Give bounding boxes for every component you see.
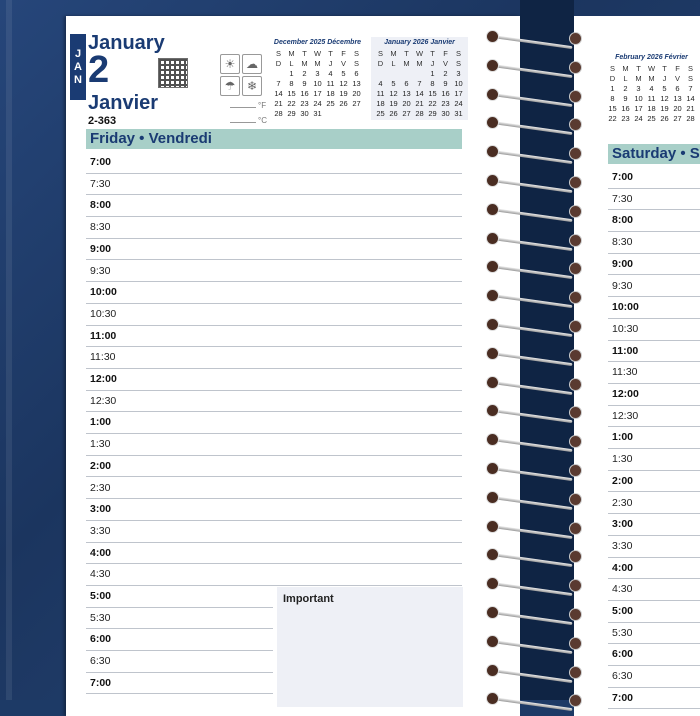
mini-calendar-cell: [387, 68, 400, 78]
mini-calendar-cell: V: [442, 58, 448, 68]
mini-calendar-cell: 24: [454, 98, 463, 108]
mini-calendar-cell: 26: [660, 113, 669, 123]
sun-icon: ☀: [220, 54, 240, 74]
time-label: 12:30: [90, 394, 117, 407]
mini-calendar-cell: 8: [430, 78, 435, 88]
celsius-field: [230, 116, 267, 125]
mini-calendar-cell: 20: [673, 103, 682, 113]
time-label: 4:00: [90, 546, 112, 559]
mini-calendar-cell: 12: [389, 88, 398, 98]
time-label: 2:30: [90, 481, 111, 494]
spiral-ring: [486, 404, 582, 418]
spiral-ring: [486, 548, 582, 562]
time-slot[interactable]: [608, 623, 700, 645]
mini-calendar-cell: T: [328, 48, 333, 58]
mini-calendar-cell: 3: [456, 68, 461, 78]
time-label: 3:30: [90, 524, 111, 537]
mini-calendar-cell: T: [636, 63, 641, 73]
time-slot[interactable]: [608, 601, 700, 623]
mini-calendar-cell: 23: [621, 113, 630, 123]
time-label: 2:00: [90, 459, 112, 472]
month-tab-letter: J: [74, 47, 82, 60]
time-slot[interactable]: [86, 456, 462, 478]
qr-code: [158, 58, 188, 88]
important-box[interactable]: [277, 587, 463, 707]
time-slot[interactable]: [608, 427, 700, 449]
time-slot[interactable]: [86, 608, 273, 630]
time-slot[interactable]: [86, 391, 462, 413]
mini-calendar-cell: [400, 68, 413, 78]
time-slot[interactable]: [86, 434, 462, 456]
mini-calendar-cell: 28: [686, 113, 695, 123]
time-label: 3:00: [612, 518, 634, 531]
time-slot[interactable]: [86, 564, 462, 586]
time-label: 7:00: [612, 691, 634, 704]
mini-calendar-cell: V: [674, 73, 680, 83]
time-slot[interactable]: [86, 586, 273, 608]
mini-calendar-cell: 13: [402, 88, 411, 98]
mini-calendar-cell: 15: [608, 103, 617, 113]
mini-calendar-cell: 29: [428, 108, 437, 118]
mini-calendar-cell: T: [302, 48, 307, 58]
mini-calendar-cell: 25: [376, 108, 385, 118]
mini-calendar-cell: S: [455, 48, 461, 58]
time-slot[interactable]: [608, 471, 700, 493]
time-slot[interactable]: [608, 514, 700, 536]
cloud-icon: ☁: [242, 54, 262, 74]
day-count: 2-363: [88, 115, 117, 127]
time-slot[interactable]: [86, 651, 273, 673]
mini-calendar-title: December 2025 Décembre: [273, 39, 362, 46]
time-slot[interactable]: [608, 341, 700, 363]
snow-icon: ❄: [242, 76, 262, 96]
mini-calendar-cell: 22: [428, 98, 437, 108]
spiral-ring: [486, 462, 582, 476]
mini-calendar-cell: T: [430, 48, 435, 58]
spiral-ring: [486, 635, 582, 649]
mini-calendar-cell: 7: [688, 83, 693, 93]
mini-calendar-cell: 31: [454, 108, 463, 118]
mini-calendar-cell: J: [328, 58, 333, 68]
mini-calendar-cell: 23: [300, 98, 309, 108]
time-label: 7:00: [90, 156, 112, 168]
spiral-ring: [486, 577, 582, 591]
spiral-ring: [486, 289, 582, 303]
time-label: 7:30: [612, 192, 633, 205]
mini-calendar-cell: 15: [428, 88, 437, 98]
time-slot[interactable]: [86, 152, 462, 174]
time-label: 1:00: [90, 416, 112, 429]
mini-calendar-cell: 18: [326, 88, 335, 98]
mini-calendar-cell: 25: [326, 98, 335, 108]
spiral-ring: [486, 664, 582, 678]
time-slot[interactable]: [86, 673, 273, 695]
time-slot[interactable]: [608, 558, 700, 580]
time-slot[interactable]: [86, 326, 462, 348]
time-label: 6:00: [612, 648, 634, 661]
time-slot[interactable]: [86, 195, 462, 217]
mini-calendar-cell: 28: [415, 108, 424, 118]
mini-calendar-cell: 9: [623, 93, 628, 103]
time-label: 5:00: [90, 590, 112, 602]
time-label: 1:00: [612, 431, 634, 444]
time-slot[interactable]: [608, 276, 700, 298]
mini-calendar-cell: 21: [274, 98, 283, 108]
time-label: 10:30: [90, 307, 117, 320]
time-slot[interactable]: [608, 644, 700, 666]
mini-calendar-cell: 5: [341, 68, 346, 78]
time-label: 5:30: [90, 611, 111, 624]
mini-calendar-cell: T: [662, 63, 667, 73]
mini-calendar-cell: [324, 108, 337, 118]
mini-calendar-cell: 18: [647, 103, 656, 113]
mini-calendar-cell: 28: [274, 108, 283, 118]
time-slot[interactable]: [608, 189, 700, 211]
mini-calendar-cell: 17: [634, 103, 643, 113]
time-slot[interactable]: [86, 239, 462, 261]
mini-calendar-cell: [272, 68, 285, 78]
time-slot[interactable]: [608, 232, 700, 254]
time-slot[interactable]: [86, 217, 462, 239]
mini-calendar-cell: 8: [289, 78, 294, 88]
time-slot[interactable]: [608, 210, 700, 232]
time-label: 10:00: [612, 301, 639, 314]
time-label: 1:30: [90, 438, 111, 451]
mini-calendar-cell: S: [377, 48, 383, 58]
mini-calendar-cell: 12: [339, 78, 348, 88]
time-slot[interactable]: [86, 369, 462, 391]
spiral-ring: [486, 318, 582, 332]
spiral-ring: [486, 692, 582, 706]
mini-calendar-cell: 27: [673, 113, 682, 123]
time-label: 6:30: [612, 670, 633, 683]
celsius-label: °C: [258, 116, 267, 125]
spiral-ring: [486, 347, 582, 361]
mini-calendar-cell: 21: [686, 103, 695, 113]
mini-calendar-cell: 4: [378, 78, 383, 88]
right-day-header: Saturday • S: [608, 144, 700, 164]
time-label: 12:00: [612, 388, 639, 400]
important-label: Important: [283, 593, 334, 605]
mini-calendar-cell: W: [313, 48, 322, 58]
time-label: 3:00: [90, 503, 112, 516]
mini-calendar-cell: F: [341, 48, 346, 58]
mini-calendar-cell: F: [443, 48, 448, 58]
mini-calendar-cell: 10: [454, 78, 463, 88]
mini-calendar-cell: 17: [454, 88, 463, 98]
mini-calendar-cell: 9: [302, 78, 307, 88]
mini-calendar-december: [272, 39, 363, 118]
mini-calendar-cell: 7: [417, 78, 422, 88]
time-label: 1:30: [612, 453, 633, 466]
fahrenheit-field: [230, 101, 266, 110]
month-tab: [70, 34, 86, 100]
cover-edge: [6, 0, 12, 700]
spiral-ring: [486, 203, 582, 217]
month-english: January: [88, 32, 165, 54]
mini-calendar-cell: 1: [610, 83, 615, 93]
time-label: 5:30: [612, 626, 633, 639]
time-slot[interactable]: [608, 688, 700, 710]
time-label: 8:30: [612, 236, 633, 249]
mini-calendar-cell: 20: [402, 98, 411, 108]
mini-calendar-cell: 14: [415, 88, 424, 98]
time-slot[interactable]: [86, 629, 273, 651]
mini-calendar-cell: 10: [634, 93, 643, 103]
mini-calendar-cell: M: [416, 58, 423, 68]
mini-calendar-cell: D: [275, 58, 282, 68]
time-label: 11:30: [612, 366, 638, 379]
spiral-ring: [486, 376, 582, 390]
mini-calendar-cell: S: [687, 63, 693, 73]
mini-calendar-cell: M: [314, 58, 321, 68]
mini-calendar-cell: 20: [352, 88, 361, 98]
time-slot[interactable]: [608, 254, 700, 276]
mini-calendar-title: February 2026 Février: [615, 54, 688, 61]
mini-calendar-cell: 29: [287, 108, 296, 118]
time-slot[interactable]: [608, 536, 700, 558]
mini-calendar-cell: 16: [441, 88, 450, 98]
mini-calendar-cell: 5: [662, 83, 667, 93]
mini-calendar-cell: 1: [289, 68, 294, 78]
mini-calendar-cell: 15: [287, 88, 296, 98]
mini-calendar-cell: 11: [647, 93, 656, 103]
mini-calendar-cell: W: [415, 48, 424, 58]
mini-calendar-cell: 3: [636, 83, 641, 93]
time-label: 10:00: [90, 286, 117, 299]
mini-calendar-cell: S: [275, 48, 281, 58]
mini-calendar-cell: 19: [339, 88, 348, 98]
time-slot[interactable]: [86, 499, 462, 521]
time-slot[interactable]: [86, 282, 462, 304]
time-slot[interactable]: [608, 362, 700, 384]
mini-calendar-cell: M: [390, 48, 397, 58]
time-label: 5:00: [612, 605, 634, 617]
time-label: 6:30: [90, 655, 111, 668]
mini-calendar-cell: F: [675, 63, 680, 73]
spiral-ring: [486, 491, 582, 505]
time-label: 11:30: [90, 351, 116, 364]
mini-calendar-cell: [350, 108, 363, 118]
mini-calendar-cell: 12: [660, 93, 669, 103]
time-slot[interactable]: [86, 412, 462, 434]
mini-calendar-cell: 11: [326, 78, 335, 88]
mini-calendar-cell: T: [404, 48, 409, 58]
time-label: 8:00: [612, 214, 634, 227]
mini-calendar-cell: S: [353, 58, 359, 68]
mini-calendar-february: [606, 54, 697, 123]
mini-calendar-cell: S: [353, 48, 359, 58]
time-slot[interactable]: [86, 543, 462, 565]
mini-calendar-cell: 3: [315, 68, 320, 78]
mini-calendar-cell: [337, 108, 350, 118]
mini-calendar-cell: D: [377, 58, 384, 68]
time-label: 7:00: [90, 676, 112, 689]
time-label: 11:00: [612, 344, 639, 357]
mini-calendar-cell: 24: [313, 98, 322, 108]
mini-calendar-cell: M: [301, 58, 308, 68]
spiral-ring: [486, 232, 582, 246]
mini-calendar-cell: 21: [415, 98, 424, 108]
time-label: 8:00: [90, 199, 112, 212]
mini-calendar-cell: 8: [610, 93, 615, 103]
time-label: 2:00: [612, 474, 634, 487]
time-slot[interactable]: [86, 478, 462, 500]
mini-calendar-cell: M: [648, 73, 655, 83]
mini-calendar-cell: 22: [608, 113, 617, 123]
mini-calendar-cell: 24: [634, 113, 643, 123]
mini-calendar-cell: 11: [376, 88, 385, 98]
mini-calendar-cell: 13: [352, 78, 361, 88]
time-label: 9:00: [90, 242, 112, 255]
time-label: 7:30: [90, 177, 111, 190]
mini-calendar-cell: 2: [623, 83, 628, 93]
time-label: 11:00: [90, 329, 117, 342]
mini-calendar-january: [371, 37, 468, 120]
time-label: 10:30: [612, 322, 639, 335]
mini-calendar-cell: 17: [313, 88, 322, 98]
time-label: 2:30: [612, 496, 633, 509]
mini-calendar-cell: 6: [354, 68, 359, 78]
time-label: 4:00: [612, 561, 634, 574]
mini-calendar-cell: 18: [376, 98, 385, 108]
spiral-ring: [486, 30, 582, 44]
mini-calendar-cell: [374, 68, 387, 78]
fahrenheit-label: °F: [258, 101, 267, 110]
time-slot[interactable]: [608, 579, 700, 601]
mini-calendar-cell: L: [289, 58, 294, 68]
mini-calendar-cell: 26: [389, 108, 398, 118]
mini-calendar-cell: 30: [441, 108, 450, 118]
mini-calendar-cell: 2: [443, 68, 448, 78]
time-slot[interactable]: [608, 167, 700, 189]
time-label: 9:30: [612, 279, 633, 292]
time-slot[interactable]: [608, 384, 700, 406]
storm-icon: ☂: [220, 76, 240, 96]
month-tab-letter: N: [74, 73, 82, 86]
spiral-ring: [486, 145, 582, 159]
day-number: 2: [88, 49, 110, 91]
time-slot[interactable]: [86, 174, 462, 196]
mini-calendar-cell: S: [687, 73, 693, 83]
mini-calendar-cell: 7: [276, 78, 281, 88]
spiral-ring: [486, 260, 582, 274]
mini-calendar-cell: 4: [649, 83, 654, 93]
spiral-ring: [486, 433, 582, 447]
mini-calendar-cell: 19: [389, 98, 398, 108]
mini-calendar-cell: 31: [313, 108, 322, 118]
spiral-ring: [486, 606, 582, 620]
time-slot[interactable]: [86, 347, 462, 369]
mini-calendar-cell: 16: [300, 88, 309, 98]
mini-calendar-cell: D: [609, 73, 616, 83]
time-slot[interactable]: [608, 449, 700, 471]
mini-calendar-cell: 23: [441, 98, 450, 108]
time-label: 7:00: [612, 171, 634, 183]
mini-calendar-cell: W: [647, 63, 656, 73]
spiral-ring: [486, 59, 582, 73]
mini-calendar-cell: 4: [328, 68, 333, 78]
time-label: 3:30: [612, 539, 633, 552]
mini-calendar-cell: 22: [287, 98, 296, 108]
time-label: 9:00: [612, 257, 634, 270]
mini-calendar-cell: 30: [300, 108, 309, 118]
mini-calendar-cell: 19: [660, 103, 669, 113]
time-label: 4:30: [612, 583, 633, 596]
mini-calendar-cell: J: [430, 58, 435, 68]
mini-calendar-cell: M: [288, 48, 295, 58]
mini-calendar-cell: 5: [391, 78, 396, 88]
mini-calendar-cell: 2: [302, 68, 307, 78]
mini-calendar-cell: 1: [430, 68, 435, 78]
spiral-ring: [486, 88, 582, 102]
time-slot[interactable]: [608, 297, 700, 319]
time-label: 6:00: [90, 633, 112, 646]
mini-calendar-cell: M: [403, 58, 410, 68]
mini-calendar-cell: 13: [673, 93, 682, 103]
mini-calendar-cell: L: [391, 58, 396, 68]
mini-calendar-cell: 25: [647, 113, 656, 123]
mini-calendar-cell: 6: [404, 78, 409, 88]
time-slot[interactable]: [608, 319, 700, 341]
mini-calendar-cell: 10: [313, 78, 322, 88]
time-slot[interactable]: [86, 521, 462, 543]
mini-calendar-cell: M: [635, 73, 642, 83]
mini-calendar-cell: S: [609, 63, 615, 73]
month-tab-letter: A: [74, 60, 82, 73]
mini-calendar-title: January 2026 Janvier: [384, 39, 455, 46]
mini-calendar-cell: 27: [352, 98, 361, 108]
mini-calendar-cell: 26: [339, 98, 348, 108]
time-label: 12:30: [612, 409, 639, 422]
mini-calendar-cell: 6: [675, 83, 680, 93]
time-slot[interactable]: [608, 666, 700, 688]
time-slot[interactable]: [608, 406, 700, 428]
time-slot[interactable]: [608, 493, 700, 515]
mini-calendar-cell: 16: [621, 103, 630, 113]
mini-calendar-cell: J: [662, 73, 667, 83]
mini-calendar-cell: M: [622, 63, 629, 73]
left-day-header: Friday • Vendredi: [86, 129, 462, 149]
time-label: 12:00: [90, 373, 117, 385]
spiral-ring: [486, 174, 582, 188]
time-label: 8:30: [90, 221, 111, 234]
mini-calendar-cell: 14: [686, 93, 695, 103]
time-label: 9:30: [90, 264, 111, 277]
time-slot[interactable]: [86, 304, 462, 326]
mini-calendar-cell: 9: [443, 78, 448, 88]
spiral-ring: [486, 116, 582, 130]
mini-calendar-cell: [413, 68, 426, 78]
mini-calendar-cell: L: [623, 73, 628, 83]
mini-calendar-cell: 14: [274, 88, 283, 98]
time-slot[interactable]: [86, 261, 462, 283]
time-label: 4:30: [90, 568, 111, 581]
mini-calendar-cell: S: [455, 58, 461, 68]
mini-calendar-cell: 27: [402, 108, 411, 118]
mini-calendar-cell: V: [340, 58, 346, 68]
month-french: Janvier: [88, 92, 159, 114]
spiral-ring: [486, 520, 582, 534]
